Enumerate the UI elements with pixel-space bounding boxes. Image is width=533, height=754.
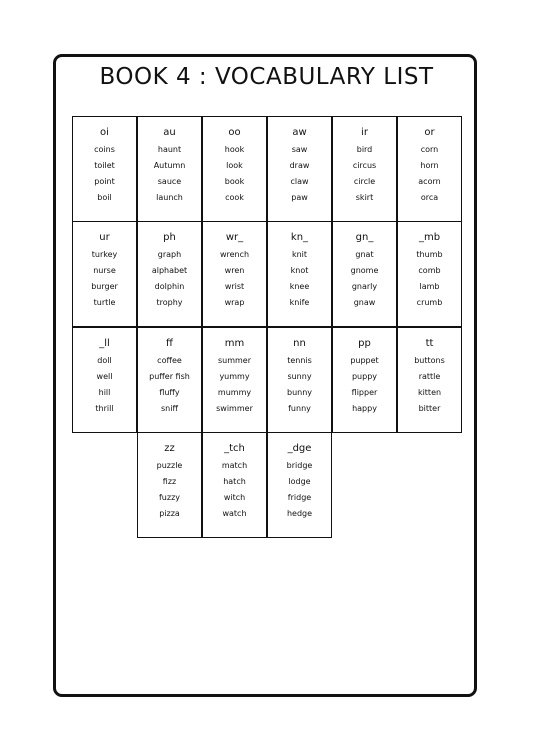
vocab-word: burger bbox=[91, 282, 118, 291]
vocab-group-heading: _ll bbox=[99, 338, 110, 349]
vocab-group-heading: aw bbox=[292, 127, 307, 138]
vocab-word: hedge bbox=[286, 509, 313, 518]
vocab-word: hook bbox=[224, 145, 245, 154]
vocab-word: nurse bbox=[93, 266, 116, 275]
vocab-word: bitter bbox=[418, 404, 441, 413]
vocab-word: knit bbox=[291, 250, 308, 259]
vocab-word: fizz bbox=[162, 477, 177, 486]
vocab-word: circus bbox=[352, 161, 377, 170]
vocab-word: launch bbox=[156, 193, 183, 202]
vocab-word: circle bbox=[353, 177, 376, 186]
vocab-word: gnarly bbox=[351, 282, 378, 291]
vocab-word: paw bbox=[291, 193, 308, 202]
vocab-cell bbox=[202, 221, 267, 327]
vocab-group-heading: _tch bbox=[224, 443, 245, 454]
vocab-word: puppet bbox=[350, 356, 379, 365]
vocab-word: yummy bbox=[219, 372, 250, 381]
vocab-cell bbox=[267, 432, 332, 538]
vocab-word: tennis bbox=[287, 356, 312, 365]
vocab-group-heading: ff bbox=[166, 338, 173, 349]
vocab-group-heading: zz bbox=[164, 443, 175, 454]
vocab-word: boil bbox=[97, 193, 112, 202]
vocab-word: puffer fish bbox=[149, 372, 190, 381]
vocab-word: puzzle bbox=[156, 461, 183, 470]
vocab-cell bbox=[72, 221, 137, 327]
vocab-group-heading: oi bbox=[100, 127, 109, 138]
vocab-word: Autumn bbox=[153, 161, 186, 170]
vocab-word: skirt bbox=[355, 193, 374, 202]
vocab-cell bbox=[72, 116, 137, 222]
vocab-word: witch bbox=[223, 493, 246, 502]
vocab-cell bbox=[397, 116, 462, 222]
vocab-word: lamb bbox=[419, 282, 440, 291]
vocab-group-heading: wr_ bbox=[225, 232, 244, 243]
vocab-group-heading: au bbox=[163, 127, 176, 138]
vocab-word: corn bbox=[420, 145, 439, 154]
vocab-word: puppy bbox=[351, 372, 378, 381]
vocab-word: watch bbox=[222, 509, 247, 518]
vocab-word: match bbox=[221, 461, 248, 470]
vocab-cell bbox=[332, 327, 397, 433]
vocab-word: doll bbox=[97, 356, 112, 365]
vocab-word: hill bbox=[98, 388, 111, 397]
vocab-cell bbox=[267, 221, 332, 327]
vocab-word: wrap bbox=[224, 298, 245, 307]
vocab-word: summer bbox=[217, 356, 252, 365]
vocab-group-heading: tt bbox=[425, 338, 434, 349]
vocab-word: sunny bbox=[287, 372, 312, 381]
vocab-group-heading: mm bbox=[224, 338, 245, 349]
vocab-word: claw bbox=[290, 177, 309, 186]
vocab-word: bunny bbox=[286, 388, 313, 397]
vocab-group-heading: kn_ bbox=[290, 232, 309, 243]
vocab-word: rattle bbox=[418, 372, 441, 381]
vocab-group-heading: _dge bbox=[287, 443, 312, 454]
vocab-word: turkey bbox=[91, 250, 118, 259]
vocab-word: swimmer bbox=[216, 404, 253, 413]
vocab-word: mummy bbox=[217, 388, 252, 397]
vocab-cell bbox=[202, 327, 267, 433]
vocab-cell bbox=[267, 327, 332, 433]
vocab-cell bbox=[332, 221, 397, 327]
vocab-word: knot bbox=[290, 266, 309, 275]
vocab-word: coffee bbox=[157, 356, 182, 365]
vocab-word: crumb bbox=[416, 298, 443, 307]
vocab-group-heading: or bbox=[424, 127, 435, 138]
vocab-word: gnat bbox=[355, 250, 374, 259]
vocab-word: wren bbox=[224, 266, 245, 275]
vocab-word: well bbox=[96, 372, 113, 381]
vocab-group-heading: ph bbox=[163, 232, 176, 243]
vocab-word: sauce bbox=[157, 177, 182, 186]
vocab-word: point bbox=[94, 177, 115, 186]
vocab-word: coins bbox=[94, 145, 115, 154]
vocab-cell bbox=[202, 116, 267, 222]
vocab-word: draw bbox=[289, 161, 310, 170]
vocab-cell bbox=[397, 221, 462, 327]
vocab-word: fluffy bbox=[159, 388, 180, 397]
vocab-cell bbox=[72, 327, 137, 433]
vocab-word: dolphin bbox=[154, 282, 185, 291]
vocab-group-heading: gn_ bbox=[355, 232, 374, 243]
vocab-word: saw bbox=[291, 145, 308, 154]
vocab-word: graph bbox=[157, 250, 182, 259]
vocab-word: funny bbox=[288, 404, 311, 413]
page-title: BOOK 4 : VOCABULARY LIST bbox=[99, 64, 434, 90]
vocab-word: comb bbox=[418, 266, 441, 275]
vocab-word: knee bbox=[289, 282, 310, 291]
vocab-word: buttons bbox=[414, 356, 445, 365]
vocab-cell bbox=[137, 116, 202, 222]
vocab-word: bird bbox=[356, 145, 373, 154]
vocab-word: fuzzy bbox=[158, 493, 181, 502]
vocab-word: gnaw bbox=[353, 298, 376, 307]
vocab-cell bbox=[267, 116, 332, 222]
vocab-word: trophy bbox=[156, 298, 183, 307]
vocab-word: haunt bbox=[157, 145, 182, 154]
vocab-cell bbox=[137, 432, 202, 538]
vocab-word: turtle bbox=[93, 298, 116, 307]
vocab-cell bbox=[332, 116, 397, 222]
vocab-word: happy bbox=[352, 404, 377, 413]
vocab-cell bbox=[397, 327, 462, 433]
vocab-word: sniff bbox=[161, 404, 178, 413]
vocab-cell bbox=[202, 432, 267, 538]
vocab-word: orca bbox=[420, 193, 439, 202]
vocab-word: alphabet bbox=[151, 266, 188, 275]
vocab-cell bbox=[137, 327, 202, 433]
vocab-word: wrench bbox=[219, 250, 250, 259]
vocab-word: lodge bbox=[288, 477, 311, 486]
vocab-group-heading: ur bbox=[99, 232, 110, 243]
vocab-word: flipper bbox=[351, 388, 378, 397]
vocab-cell bbox=[137, 221, 202, 327]
vocab-word: acorn bbox=[418, 177, 441, 186]
vocab-group-heading: nn bbox=[293, 338, 306, 349]
vocab-group-heading: oo bbox=[228, 127, 241, 138]
vocab-word: thrill bbox=[95, 404, 114, 413]
vocab-word: horn bbox=[420, 161, 439, 170]
vocab-word: fridge bbox=[287, 493, 312, 502]
vocab-word: thumb bbox=[416, 250, 443, 259]
vocab-word: bridge bbox=[286, 461, 313, 470]
vocab-group-heading: pp bbox=[358, 338, 371, 349]
vocab-word: pizza bbox=[159, 509, 180, 518]
vocab-word: look bbox=[226, 161, 243, 170]
vocab-group-heading: ir bbox=[361, 127, 368, 138]
vocab-word: wrist bbox=[224, 282, 245, 291]
vocab-word: knife bbox=[289, 298, 310, 307]
vocab-word: kitten bbox=[417, 388, 442, 397]
vocab-word: hatch bbox=[223, 477, 246, 486]
vocab-word: toilet bbox=[94, 161, 115, 170]
vocab-word: book bbox=[224, 177, 245, 186]
vocab-word: cook bbox=[225, 193, 244, 202]
vocab-group-heading: _mb bbox=[418, 232, 441, 243]
vocab-word: gnome bbox=[350, 266, 379, 275]
